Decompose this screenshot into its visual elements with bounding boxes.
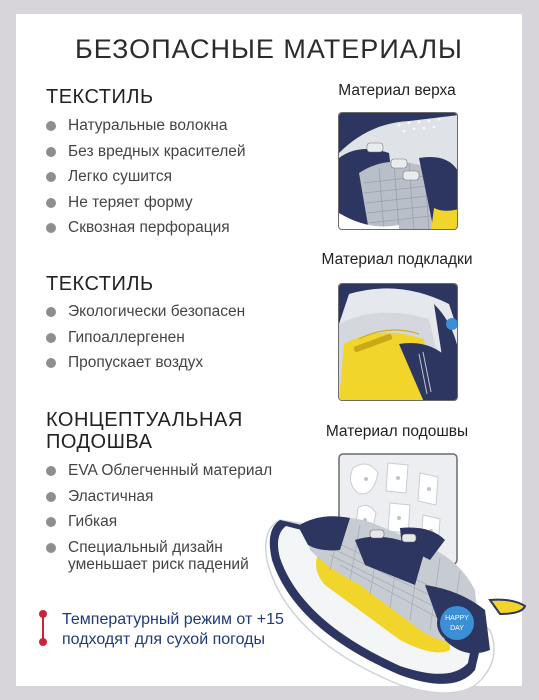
lining-material-image [339, 284, 458, 401]
lining-material-photo [338, 283, 458, 401]
badge-text-line1: HAPPY [445, 615, 469, 622]
bullet-dot-icon [46, 517, 56, 527]
temperature-note: Температурный режим от +15 подходят для сухой погоды [62, 611, 284, 648]
bullet-dot-icon [46, 223, 56, 233]
caption-sole-material: Материал подошвы [325, 423, 469, 440]
list-item: Не теряет форму [46, 192, 246, 218]
feature-list-lining [46, 301, 245, 378]
bullet-dot-icon [46, 121, 56, 131]
section-title-sole: КОНЦЕПТУАЛЬНАЯ ПОДОШВА [46, 409, 243, 453]
list-item: Натуральные волокна [46, 115, 246, 141]
bullet-dot-icon [46, 307, 56, 317]
list-item: Гипоаллергенен [46, 327, 245, 353]
feature-list-upper [46, 115, 246, 243]
upper-material-photo [338, 112, 458, 230]
bullet-dot-icon [46, 172, 56, 182]
bullet-dot-icon [46, 543, 56, 553]
section-title-textile-lining: ТЕКСТИЛЬ [46, 273, 154, 295]
list-item: Без вредных красителей [46, 141, 246, 167]
list-item: EVA Облегченный материал [46, 460, 272, 486]
list-item: Экологически безопасен [46, 301, 245, 327]
sandal-product-image [250, 490, 539, 700]
page-title: БЕЗОПАСНЫЕ МАТЕРИАЛЫ [75, 34, 463, 64]
section-title-textile-upper: ТЕКСТИЛЬ [46, 86, 154, 108]
upper-material-image [339, 113, 458, 230]
list-item: Легко сушится [46, 166, 246, 192]
bullet-dot-icon [46, 198, 56, 208]
feature-list-sole [46, 460, 272, 573]
thermometer-icon [38, 609, 48, 647]
list-item: Эластичная [46, 486, 272, 512]
bullet-dot-icon [46, 492, 56, 502]
list-item: Сквозная перфорация [46, 217, 246, 243]
caption-lining-material: Материал подкладки [321, 251, 473, 268]
list-item: Специальный дизайн уменьшает риск падений [46, 537, 272, 573]
badge-text-line2: DAY [450, 625, 464, 632]
bullet-dot-icon [46, 358, 56, 368]
bullet-dot-icon [46, 466, 56, 476]
bullet-dot-icon [46, 147, 56, 157]
list-item: Пропускает воздух [46, 352, 245, 378]
list-item: Гибкая [46, 511, 272, 537]
caption-upper-material: Материал верха [338, 82, 456, 99]
bullet-dot-icon [46, 333, 56, 343]
